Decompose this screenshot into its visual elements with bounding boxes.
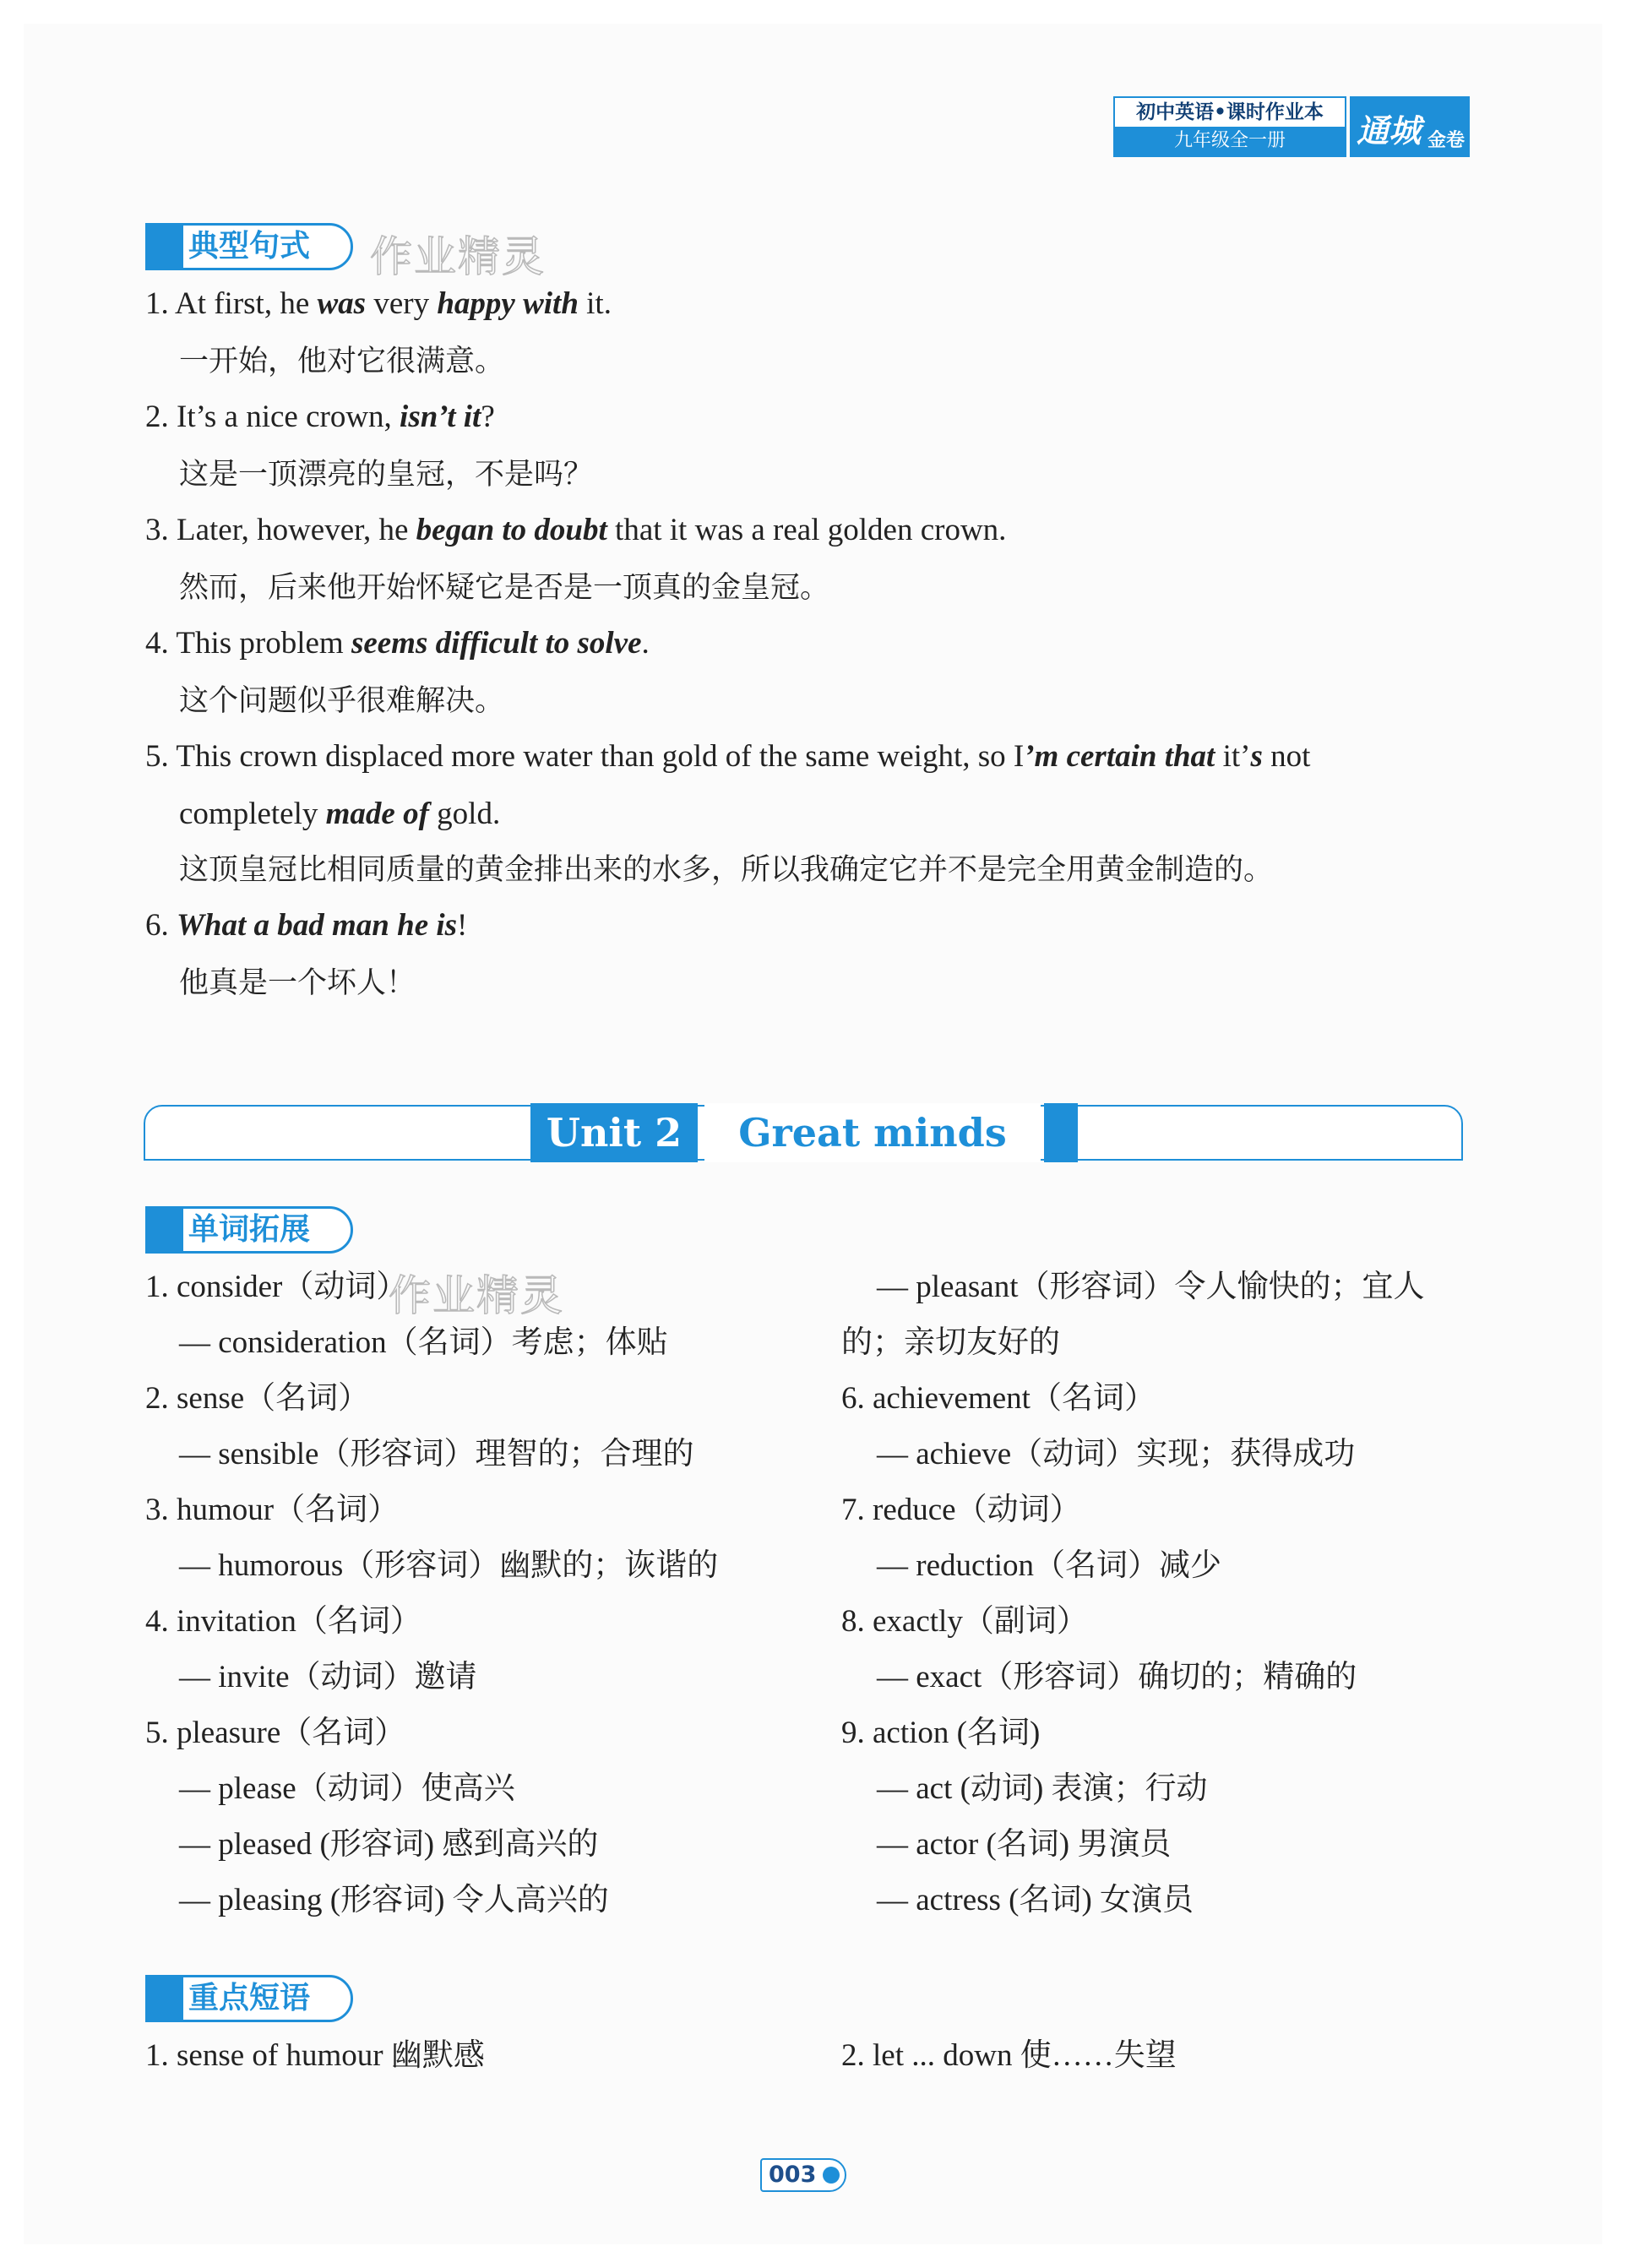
sentence-text: At first, he [174, 286, 318, 321]
brand-suffix: 金卷 [1427, 130, 1465, 151]
heading-square [148, 1209, 183, 1251]
vocab-headword: 5. pleasure（名词） [145, 1716, 406, 1750]
vocab-derived: — invite（动词）邀请 [179, 1660, 477, 1694]
sentence-text: Later, however, he [177, 513, 416, 547]
sentence-english [145, 738, 1310, 775]
sentence-chinese: 然而，后来他开始怀疑它是否是一顶真的金皇冠。 [179, 571, 830, 605]
unit-banner-block [1044, 1103, 1078, 1162]
sentence-text: ? [481, 400, 495, 434]
sentence-text: This problem [176, 626, 351, 661]
vocab-headword: 1. consider（动词） [145, 1270, 408, 1304]
key-phrase: happy with [437, 286, 579, 321]
vocab-headword: 2. sense（名词） [145, 1381, 370, 1416]
page-number [760, 2158, 846, 2192]
vocab-derived: — please（动词）使高兴 [179, 1771, 515, 1806]
series-title-box [1113, 96, 1346, 157]
sentence-text: completely [179, 797, 326, 831]
sentence-chinese: 他真是一个坏人！ [179, 966, 416, 1000]
heading-square [148, 1977, 183, 2020]
sentence-english [145, 286, 612, 323]
sentence-text: not [1262, 739, 1311, 774]
sentence-english [145, 907, 467, 944]
vocab-derived: — actor (名词) 男演员 [877, 1827, 1172, 1862]
section-heading-vocabulary [145, 1206, 353, 1254]
vocab-derived: — exact（形容词）确切的；精确的 [877, 1660, 1357, 1694]
sentence-chinese: 这顶皇冠比相同质量的黄金排出来的水多，所以我确定它并不是完全用黄金制造的。 [179, 853, 1274, 887]
sentence-number: 2. [145, 400, 177, 434]
sentence-text: gold. [428, 797, 501, 831]
sentence-number: 3. [145, 513, 177, 547]
sentence-text: This crown displaced more water than gold of the same weight, so I [176, 739, 1025, 774]
vocab-derived: 的；亲切友好的 [841, 1325, 1060, 1360]
vocab-derived: — act (动词) 表演；行动 [877, 1771, 1208, 1806]
sentence-english [145, 625, 650, 662]
phrase-item: 2. let ... down 使……失望 [841, 2038, 1177, 2073]
unit-title: Great minds [704, 1103, 1041, 1162]
series-badge [1113, 96, 1470, 157]
page-dot-icon [823, 2167, 840, 2184]
sentence-chinese: 这是一顶漂亮的皇冠，不是吗？ [179, 458, 594, 492]
brand-name: 通城 [1357, 112, 1422, 150]
section-heading-text: 典型句式 [188, 229, 311, 264]
sentence-chinese: 这个问题似乎很难解决。 [179, 684, 505, 718]
series-title: 初中英语•课时作业本 [1136, 101, 1324, 123]
sentence-text: it’ [1215, 739, 1251, 774]
section-heading-phrases [145, 1975, 353, 2022]
section-heading-text: 单词拓展 [188, 1212, 311, 1247]
section-heading-sentences [145, 223, 353, 270]
vocab-derived: — sensible（形容词）理智的；合理的 [179, 1437, 694, 1471]
brand-logo [1350, 96, 1470, 157]
vocab-derived: — reduction（名词）减少 [877, 1548, 1221, 1583]
sentence-text: ! [457, 908, 468, 943]
sentence-number: 6. [145, 908, 177, 943]
sentence-english [145, 512, 1006, 549]
vocab-derived: — pleasant（形容词）令人愉快的；宜人 [877, 1270, 1425, 1304]
key-phrase: began to doubt [416, 513, 607, 547]
sentence-number: 5. [145, 739, 177, 774]
sentence-text: it. [578, 286, 612, 321]
vocab-derived: — humorous（形容词）幽默的；诙谐的 [179, 1548, 719, 1583]
sentence-english [145, 399, 495, 436]
heading-square [148, 226, 183, 268]
sentence-number: 1. [145, 286, 175, 321]
vocab-derived: — consideration（名词）考虑；体贴 [179, 1325, 668, 1360]
page-number-text: 003 [769, 2162, 817, 2188]
vocab-headword: 9. action (名词) [841, 1716, 1041, 1750]
grade-label: 九年级全一册 [1115, 127, 1345, 155]
key-phrase: isn’t it [400, 400, 481, 434]
vocab-derived: — achieve（动词）实现；获得成功 [877, 1437, 1356, 1471]
sentence-text: It’s a nice crown, [177, 400, 400, 434]
watermark: 作业精灵 [389, 1271, 564, 1320]
sentence-chinese: 一开始，他对它很满意。 [179, 345, 505, 378]
vocab-derived: — actress (名词) 女演员 [877, 1883, 1194, 1917]
key-phrase: was [317, 286, 367, 321]
sentence-english-continued [179, 796, 500, 833]
key-phrase: What a bad man he is [177, 908, 458, 943]
phrase-item: 1. sense of humour 幽默感 [145, 2038, 485, 2073]
unit-label: Unit 2 [530, 1103, 698, 1162]
key-phrase: s [1250, 739, 1263, 774]
vocab-headword: 3. humour（名词） [145, 1493, 400, 1527]
watermark: 作业精灵 [370, 232, 546, 281]
vocab-derived: — pleased (形容词) 感到高兴的 [179, 1827, 599, 1862]
vocab-headword: 4. invitation（名词） [145, 1604, 421, 1639]
key-phrase: made of [325, 797, 429, 831]
sentence-text: that it was a real golden crown. [606, 513, 1007, 547]
section-heading-text: 重点短语 [188, 1981, 311, 2015]
vocab-derived: — pleasing (形容词) 令人高兴的 [179, 1883, 609, 1917]
sentence-number: 4. [145, 626, 177, 661]
key-phrase: seems difficult to solve [351, 626, 642, 661]
vocab-headword: 6. achievement（名词） [841, 1381, 1156, 1416]
sentence-text: very [366, 286, 438, 321]
sentence-text: . [641, 626, 650, 661]
vocab-headword: 8. exactly（副词） [841, 1604, 1088, 1639]
vocab-headword: 7. reduce（动词） [841, 1493, 1081, 1527]
key-phrase: ’m certain that [1024, 739, 1215, 774]
